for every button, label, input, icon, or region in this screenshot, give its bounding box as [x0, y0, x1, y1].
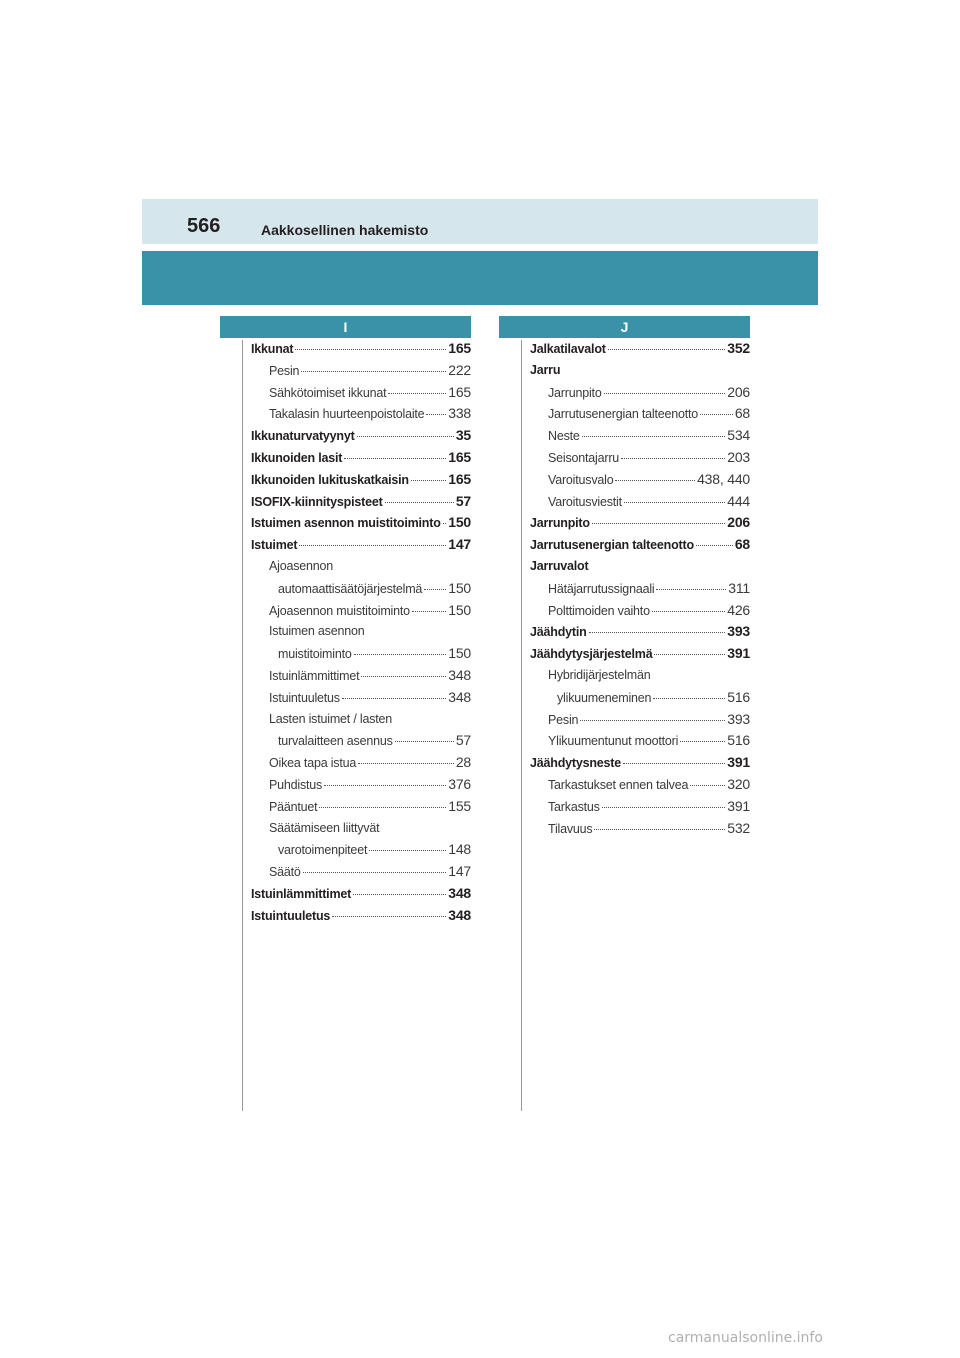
entry-label: Jarruvalot — [530, 558, 589, 573]
index-entry — [530, 796, 750, 818]
index-entry — [251, 883, 471, 905]
entry-page-link[interactable]: 516 — [727, 688, 750, 705]
index-entry — [251, 796, 471, 818]
entry-page-link[interactable]: 438, 440 — [697, 470, 750, 487]
entry-page-link[interactable]: 35 — [455, 427, 471, 444]
index-entry — [251, 839, 471, 861]
index-entry — [530, 403, 750, 425]
index-entry — [251, 905, 471, 927]
entry-label: Jalkatilavalot — [530, 342, 606, 356]
index-entry — [251, 512, 471, 534]
leader-dots — [615, 480, 695, 481]
leader-dots — [623, 763, 725, 764]
entry-page-link[interactable]: 165 — [448, 340, 471, 356]
entry-page-link[interactable]: 150 — [448, 601, 471, 618]
leader-dots — [700, 414, 733, 415]
index-entry — [530, 687, 750, 709]
leader-dots — [696, 545, 733, 546]
index-entry — [530, 447, 750, 469]
entry-page-link[interactable]: 391 — [727, 754, 750, 771]
index-entry — [530, 818, 750, 840]
entry-label: Istuintuuletus — [251, 908, 331, 923]
index-entry — [251, 818, 471, 840]
index-entry — [251, 403, 471, 425]
leader-dots — [656, 589, 726, 590]
leader-dots — [602, 807, 726, 808]
entry-label: Istuimen asennon — [269, 624, 365, 639]
index-entry — [251, 578, 471, 600]
entry-label: Takalasin huurteenpoistolaite — [269, 407, 425, 422]
entry-page-link[interactable]: 148 — [448, 841, 471, 858]
entry-label: Tilavuus — [548, 821, 593, 836]
index-entry — [251, 687, 471, 709]
leader-dots — [412, 611, 446, 612]
watermark: carmanualsonline.info — [668, 1330, 823, 1346]
entry-label: Hätäjarrutussignaali — [548, 581, 655, 596]
index-entry — [251, 447, 471, 469]
entry-page-link[interactable]: 393 — [727, 623, 750, 640]
entry-label: ylikuumeneminen — [557, 690, 652, 705]
entry-label: Pesin — [548, 712, 579, 727]
entry-label: Istuintuuletus — [269, 690, 340, 705]
index-entry — [530, 425, 750, 447]
index-entry — [530, 709, 750, 731]
entry-page-link[interactable]: 28 — [455, 754, 471, 771]
leader-dots — [604, 393, 726, 394]
index-entry — [530, 774, 750, 796]
entry-label: Tarkastus — [548, 799, 600, 814]
entry-label: Ikkunoiden lukituskatkaisin — [251, 472, 409, 487]
entry-page-link[interactable]: 393 — [727, 710, 750, 727]
page-number: 566 — [187, 215, 221, 237]
leader-dots — [582, 436, 726, 437]
index-entry — [251, 730, 471, 752]
entry-label: Istuimet — [251, 538, 298, 553]
entry-page-link[interactable]: 165 — [448, 448, 471, 465]
leader-dots — [299, 545, 446, 546]
entry-label: Varoitusvalo — [548, 472, 614, 487]
entry-label: Istuinlämmittimet — [251, 886, 352, 901]
leader-dots — [592, 523, 725, 524]
index-entry — [530, 360, 750, 382]
entry-label: Ajoasennon — [269, 558, 334, 573]
entry-page-link[interactable]: 57 — [455, 732, 471, 749]
leader-dots — [358, 763, 454, 764]
leader-dots — [295, 349, 446, 350]
entry-page-link[interactable]: 150 — [448, 645, 471, 662]
entry-list — [220, 338, 471, 927]
entry-page-link[interactable]: 391 — [727, 797, 750, 814]
leader-dots — [354, 654, 447, 655]
decorative-band — [142, 251, 818, 305]
entry-label: Säätö — [269, 865, 301, 880]
entry-label: varotoimenpiteet — [278, 843, 368, 858]
leader-dots — [332, 916, 446, 917]
entry-label: Ylikuumentunut moottori — [548, 734, 679, 749]
entry-label: muistitoiminto — [278, 647, 352, 662]
entry-label: Ikkunaturvatyynyt — [251, 429, 355, 444]
index-entry — [251, 621, 471, 643]
leader-dots — [303, 872, 447, 873]
entry-page-link[interactable]: 338 — [448, 405, 471, 422]
index-entry — [251, 600, 471, 622]
entry-page-link[interactable]: 68 — [734, 536, 750, 553]
entry-label: Istuimen asennon muistitoiminto — [251, 516, 441, 531]
entry-page-link[interactable]: 376 — [448, 775, 471, 792]
index-entry — [530, 512, 750, 534]
entry-label: Neste — [548, 429, 580, 444]
entry-label: Säätämiseen liittyvät — [269, 820, 380, 835]
index-entry — [251, 534, 471, 556]
entry-label: Ajoasennon muistitoiminto — [269, 603, 410, 618]
leader-dots — [357, 436, 454, 437]
entry-page-link[interactable]: 222 — [448, 361, 471, 378]
leader-dots — [369, 850, 446, 851]
index-entry — [530, 578, 750, 600]
entry-label: Jäähdytysjärjestelmä — [530, 647, 653, 662]
index-entry — [530, 643, 750, 665]
index-entry — [251, 861, 471, 883]
entry-label: Jäähdytysneste — [530, 756, 621, 771]
entry-page-link[interactable]: 426 — [727, 601, 750, 618]
entry-page-link[interactable]: 444 — [727, 492, 750, 509]
entry-page-link[interactable]: 57 — [455, 492, 471, 509]
entry-page-link[interactable]: 147 — [448, 536, 471, 553]
entry-page-link[interactable]: 320 — [727, 775, 750, 792]
section-title: Aakkosellinen hakemisto — [261, 222, 429, 238]
entry-label: Oikea tapa istua — [269, 756, 357, 771]
entry-page-link[interactable]: 348 — [448, 688, 471, 705]
index-entry — [530, 469, 750, 491]
entry-page-link[interactable]: 348 — [448, 906, 471, 923]
entry-page-link[interactable]: 155 — [448, 797, 471, 814]
leader-dots — [344, 458, 446, 459]
index-entry — [530, 382, 750, 404]
entry-page-link[interactable]: 206 — [727, 383, 750, 400]
index-entry — [251, 491, 471, 513]
index-entry — [530, 752, 750, 774]
index-entry — [251, 382, 471, 404]
entry-label: Jarrutusenergian talteenotto — [548, 407, 699, 422]
leader-dots — [594, 829, 725, 830]
entry-label: Pääntuet — [269, 799, 318, 814]
entry-page-link[interactable]: 150 — [448, 579, 471, 596]
entry-page-link[interactable]: 348 — [448, 666, 471, 683]
index-column-j — [499, 316, 750, 839]
entry-label: Jarrutusenergian talteenotto — [530, 538, 694, 553]
index-entry — [530, 665, 750, 687]
leader-dots — [680, 741, 725, 742]
leader-dots — [388, 393, 446, 394]
leader-dots — [353, 894, 446, 895]
leader-dots — [319, 807, 446, 808]
entry-page-link[interactable]: 68 — [734, 405, 750, 422]
leader-dots — [361, 676, 446, 677]
entry-page-link[interactable]: 203 — [727, 448, 750, 465]
index-entry — [251, 338, 471, 360]
leader-dots — [342, 698, 446, 699]
entry-label: Sähkötoimiset ikkunat — [269, 385, 387, 400]
leader-dots — [424, 589, 446, 590]
leader-dots — [621, 458, 725, 459]
leader-dots — [443, 523, 447, 524]
entry-page-link[interactable]: 165 — [448, 383, 471, 400]
entry-label: Ikkunoiden lasit — [251, 450, 343, 465]
index-entry — [251, 665, 471, 687]
entry-page-link[interactable]: 516 — [727, 732, 750, 749]
entry-page-link[interactable]: 206 — [727, 514, 750, 531]
entry-label: turvalaitteen asennus — [278, 734, 393, 749]
leader-dots — [426, 414, 446, 415]
entry-label: automaattisäätöjärjestelmä — [278, 581, 423, 596]
index-entry — [251, 556, 471, 578]
entry-label: Jarrunpito — [548, 385, 602, 400]
letter-heading: J — [499, 316, 750, 338]
entry-label: Polttimoiden vaihto — [548, 603, 650, 618]
index-entry — [530, 730, 750, 752]
index-entry — [530, 621, 750, 643]
entry-list — [499, 338, 750, 839]
index-entry — [530, 600, 750, 622]
entry-label: Jarru — [530, 362, 561, 377]
leader-dots — [580, 720, 725, 721]
index-entry — [251, 752, 471, 774]
entry-label: Istuinlämmittimet — [269, 668, 360, 683]
index-entry — [530, 338, 750, 360]
entry-page-link[interactable]: 150 — [448, 514, 471, 531]
leader-dots — [608, 349, 726, 350]
entry-label: Puhdistus — [269, 777, 323, 792]
entry-label: Pesin — [269, 363, 300, 378]
index-entry — [530, 556, 750, 578]
leader-dots — [411, 480, 446, 481]
entry-page-link[interactable]: 147 — [448, 863, 471, 880]
index-entry — [251, 425, 471, 447]
index-entry — [251, 774, 471, 796]
entry-label: Ikkunat — [251, 342, 294, 356]
entry-label: ISOFIX-kiinnityspisteet — [251, 494, 383, 509]
entry-page-link[interactable]: 532 — [727, 819, 750, 836]
entry-label: Tarkastukset ennen talvea — [548, 777, 689, 792]
entry-label: Hybridijärjestelmän — [548, 667, 651, 682]
leader-dots — [654, 654, 725, 655]
entry-page-link[interactable]: 352 — [727, 340, 750, 356]
index-entry — [251, 469, 471, 491]
leader-dots — [324, 785, 446, 786]
entry-page-link[interactable]: 311 — [728, 579, 750, 596]
entry-label: Jäähdytin — [530, 625, 587, 640]
entry-page-link[interactable]: 534 — [727, 427, 750, 444]
leader-dots — [624, 502, 725, 503]
index-entry — [251, 709, 471, 731]
leader-dots — [395, 741, 454, 742]
entry-label: Varoitusviestit — [548, 494, 622, 509]
leader-dots — [652, 611, 725, 612]
leader-dots — [301, 371, 446, 372]
entry-page-link[interactable]: 348 — [448, 884, 471, 901]
leader-dots — [385, 502, 454, 503]
leader-dots — [653, 698, 725, 699]
entry-page-link[interactable]: 391 — [727, 645, 750, 662]
leader-dots — [690, 785, 725, 786]
header-band — [142, 199, 818, 244]
entry-page-link[interactable]: 165 — [448, 470, 471, 487]
index-entry — [530, 491, 750, 513]
index-entry — [530, 534, 750, 556]
index-column-i — [220, 316, 471, 927]
index-entry — [251, 360, 471, 382]
leader-dots — [589, 632, 726, 633]
entry-label: Lasten istuimet / lasten — [269, 711, 393, 726]
entry-label: Seisontajarru — [548, 450, 620, 465]
entry-label: Jarrunpito — [530, 516, 590, 531]
letter-heading: I — [220, 316, 471, 338]
index-entry — [251, 643, 471, 665]
